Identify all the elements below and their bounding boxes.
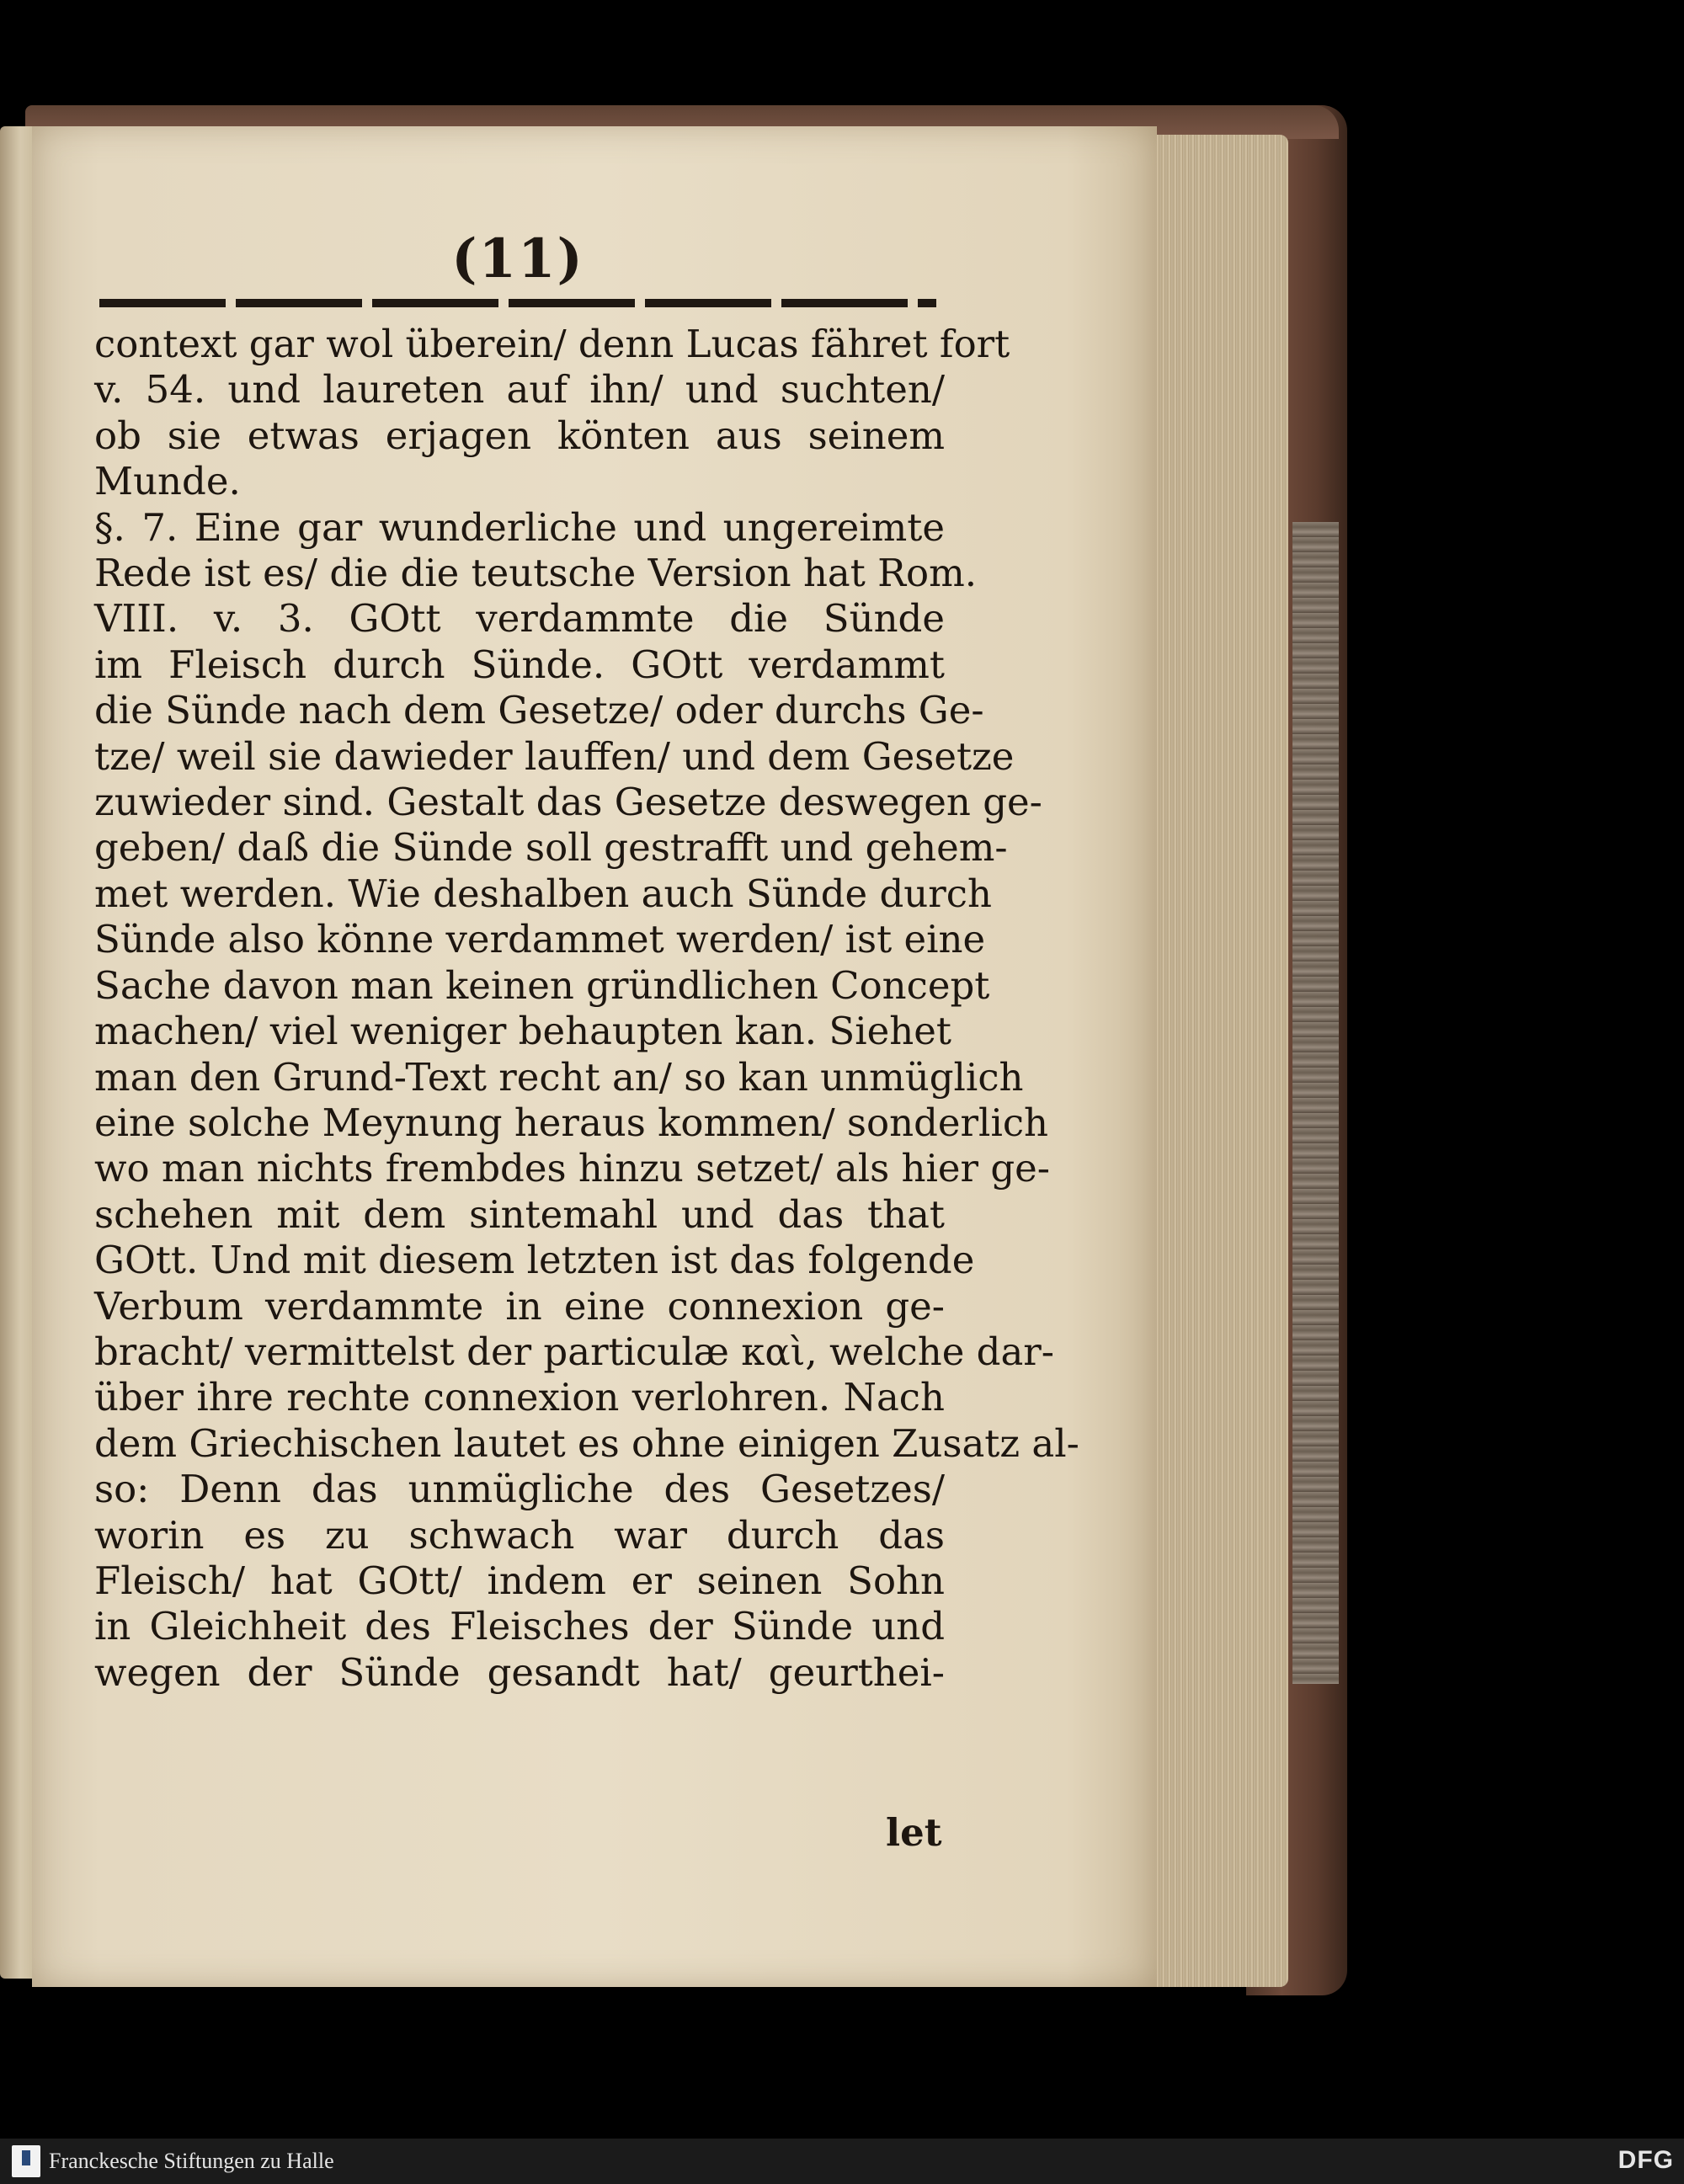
page-body [94,322,1079,1696]
text-line: tze/ weil sie dawieder lauffen/ und dem Gesetze [94,733,1015,779]
text-line: über ihre rechte connexion verlohren. Nach [94,1375,945,1420]
text-line: Sache davon man keinen gründlichen Concept [94,962,990,1008]
text-line: zuwieder sind. Gestalt das Gesetze deswegen ge- [94,780,1042,825]
text-line: eine solche Meynung heraus kommen/ sonderlich [94,1100,1049,1145]
text-line: met werden. Wie deshalben auch Sünde durch [94,871,992,916]
text-line: geben/ daß die Sünde soll gestrafft und gehem- [94,825,1008,871]
viewer-footer [0,2139,1684,2184]
text-line: VIII. v. 3. GOtt verdammte die Sünde [94,596,945,642]
text-line: im Fleisch durch Sünde. GOtt verdammt [94,642,945,687]
institution-name: Franckesche Stiftungen zu Halle [49,2149,334,2173]
funder-logo: DFG [1617,2146,1674,2174]
cover-marbling [1292,522,1339,1684]
text-line: schehen mit dem sintemahl und das that [94,1191,945,1237]
text-line: Fleisch/ hat GOtt/ indem er seinen Sohn [94,1558,945,1603]
header-rule [99,299,936,307]
page-edges [1154,135,1288,1987]
text-line: man den Grund-Text recht an/ so kan unmüglich [94,1054,1024,1100]
text-line: wegen der Sünde gesandt hat/ geurthei- [94,1649,945,1695]
text-line: §. 7. Eine gar wunderliche und ungereimte [94,504,945,550]
text-line: dem Griechischen lautet es ohne einigen Zusatz al- [94,1420,1079,1466]
page-number: (11) [451,227,584,290]
text-line: die Sünde nach dem Gesetze/ oder durchs Ge- [94,688,984,733]
text-line: ob sie etwas erjagen könten aus seinem [94,413,945,458]
institution-logo-icon [12,2145,40,2177]
text-line: in Gleichheit des Fleisches der Sünde und [94,1604,945,1649]
text-line: Rede ist es/ die die teutsche Version hat Rom. [94,551,978,596]
text-line: wo man nichts frembdes hinzu setzet/ als hier ge- [94,1146,1050,1191]
text-line: Munde. [94,459,241,504]
catchword: let [886,1810,942,1855]
text-line: Verbum verdammte in eine connexion ge- [94,1283,945,1329]
text-line: worin es zu schwach war durch das [94,1512,945,1558]
previous-page-edge [0,126,34,1979]
text-line: Sünde also könne verdammet werden/ ist eine [94,917,986,962]
text-line: context gar wol überein/ denn Lucas fähret fort [94,322,1010,366]
text-line: bracht/ vermittelst der particulæ καὶ, welche dar- [94,1329,1055,1374]
text-line: v. 54. und laureten auf ihn/ und suchten/ [94,367,945,413]
text-line: GOtt. Und mit diesem letzten ist das folgende [94,1238,975,1283]
text-line: so: Denn das unmügliche des Gesetzes/ [94,1467,945,1512]
text-line: machen/ viel weniger behaupten kan. Siehet [94,1009,951,1054]
